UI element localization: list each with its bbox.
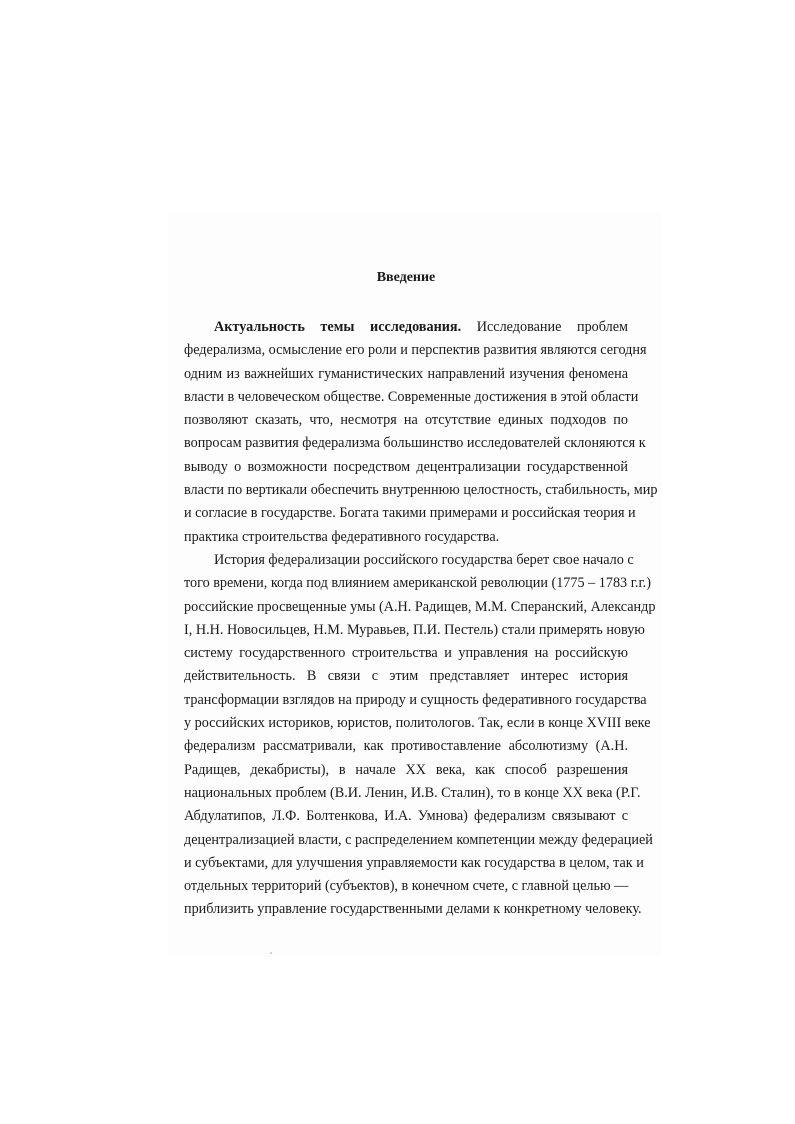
text-line: одним из важнейших гуманистических направлений изучения феномена [184, 365, 628, 382]
document-body [184, 316, 658, 922]
lead-phrase: Актуальность темы исследования. [214, 319, 462, 335]
text-line: I, Н.Н. Новосильцев, Н.М. Муравьев, П.И. Пестель) стали примерять новую [184, 621, 645, 638]
text-line: систему государственного строительства и управления на российскую [184, 645, 628, 662]
text-line: национальных проблем (В.И. Ленин, И.В. Сталин), то в конце XX века (Р.Г. [184, 784, 641, 801]
text-line: приблизить управление государственными делами к конкретному человеку. [184, 901, 642, 918]
text-line: того времени, когда под влиянием американской революции (1775 – 1783 г.г.) [184, 575, 651, 592]
text-line: децентрализацией власти, с распределением компетенции между федерацией [184, 831, 653, 848]
text-line: и субъектами, для улучшения управляемости как государства в целом, так и [184, 854, 644, 871]
text-line: практика строительства федеративного государства. [184, 528, 500, 545]
text-line: Радищев, декабристы), в начале XX века, как способ разрешения [184, 761, 628, 778]
text-line: власти по вертикали обеспечить внутреннюю целостность, стабильность, мир [184, 482, 658, 499]
text-line: у российских историков, юристов, политологов. Так, если в конце XVIII веке [184, 715, 651, 732]
text-line: Абдулатипов, Л.Ф. Болтенкова, И.А. Умнова) федерализм связывают с [184, 808, 628, 825]
text-line: федерализм рассматривали, как противоставление абсолютизму (А.Н. [184, 738, 628, 755]
scan-artifact [270, 952, 272, 954]
line-text: Исследование проблем [461, 319, 628, 335]
text-line: власти в человеческом обществе. Современные достижения в этой области [184, 388, 639, 405]
text-line: трансформации взглядов на природу и сущность федеративного государства [184, 691, 647, 708]
text-line: действительность. В связи с этим представляет интерес история [184, 668, 628, 685]
page-title: Введение [376, 270, 436, 285]
text-line: федерализма, осмысление его роли и перспектив развития являются сегодня [184, 342, 647, 359]
text-line: и согласие в государстве. Богата такими примерами и российская теория и [184, 505, 636, 522]
text-line: вопросам развития федерализма большинство исследователей склоняются к [184, 435, 646, 452]
text-line: История федерализации российского государства берет свое начало с [214, 551, 634, 568]
text-line: выводу о возможности посредством децентрализации государственной [184, 458, 628, 475]
text-line [184, 316, 628, 339]
text-line: отдельных территорий (субъектов), в конечном счете, с главной целью — [184, 878, 629, 895]
text-line: российские просвещенные умы (А.Н. Радищев, М.М. Сперанский, Александр [184, 598, 656, 615]
text-line: позволяют сказать, что, несмотря на отсутствие единых подходов по [184, 412, 628, 429]
